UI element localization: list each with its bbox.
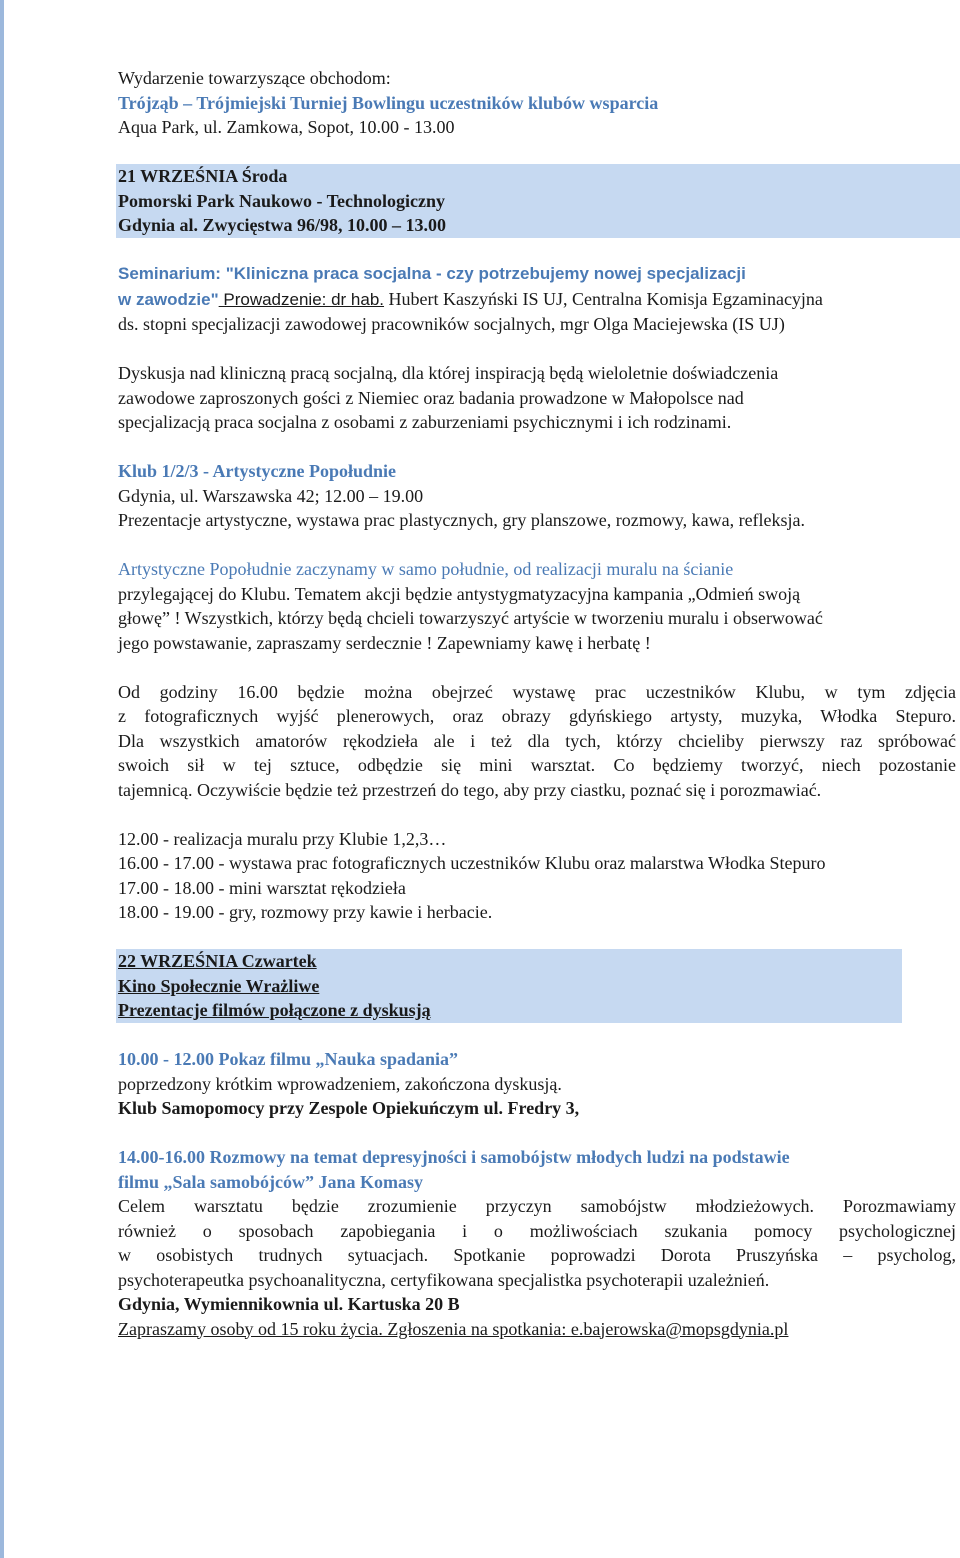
seminar-title-end: w zawodzie" [118,289,219,309]
schedule-item: 18.00 - 19.00 - gry, rozmowy przy kawie i herbacie. [118,902,493,922]
invitation-line [118,1317,956,1342]
day21-venue: Pomorski Park Naukowo - Technologiczny [118,190,446,211]
document-page [118,66,956,1341]
club-exhibition-line: z fotograficznych wyjść plenerowych, oraz obrazy gdyńskiego artysty, muzyka, Włodka Stepuro. [118,706,956,726]
seminar-lead-line [118,287,956,313]
contact-email-link[interactable]: e.bajerowska@mopsgdynia.pl [570,1318,789,1339]
day22-subtitle: Prezentacje filmów połączone z dyskusją [118,1000,431,1020]
bowling-event-title: Trójząb – Trójmiejski Turniej Bowlingu uczestników klubów wsparcia [118,92,659,113]
day22-date: 22 WRZEŚNIA Czwartek [118,951,317,971]
club-address: Gdynia, ul. Warszawska 42; 12.00 – 19.00 [118,485,424,506]
intro-line: Wydarzenie towarzyszące obchodom: [118,68,391,88]
schedule-item: 17.00 - 18.00 - mini warsztat rękodzieła [118,877,406,898]
seminar-title: Seminarium: "Kliniczna praca socjalna - czy potrzebujemy nowej specjalizacji [118,264,746,283]
discussion-line: zawodowe zaproszonych gości z Niemiec oraz badania prowadzone w Małopolsce nad [118,387,744,408]
day21-address: Gdynia al. Zwycięstwa 96/98, 10.00 – 13.00 [118,215,447,235]
film1-title: 10.00 - 12.00 Pokaz filmu „Nauka spadania” [118,1049,459,1069]
film2-description-line: w osobistych trudnych sytuacjach. Spotkanie poprowadzi Dorota Pruszyńska – psycholog, [118,1245,956,1265]
discussion-line: Dyskusja nad kliniczną pracą socjalną, dla której inspiracją będą wieloletnie doświadczenia [118,363,779,383]
film2-description-line: Celem warsztatu będzie zrozumienie przyczyn samobójstw młodzieżowych. Porozmawiamy [118,1196,956,1216]
film2-title: 14.00-16.00 Rozmowy na temat depresyjności i samobójstw młodych ludzi na podstawie [118,1147,790,1167]
film1-place: Klub Samopomocy przy Zespole Opiekuńczym ul. Fredry 3, [118,1098,580,1118]
discussion-line: specjalizacją praca socjalna z osobami z zaburzeniami psychicznymi i ich rodzinami. [118,412,732,432]
club-exhibition-line: tajemnicą. Oczywiście będzie też przestrzeń do tego, aby przy ciastku, poznać się i porozmawiać. [118,779,822,800]
day21-header [116,164,960,238]
club-paragraph-line: Artystyczne Popołudnie zaczynamy w samo południe, od realizacji muralu na ścianie [118,559,734,579]
film2-description-line: psychoterapeutka psychoanalityczna, certyfikowana specjalistka psychoterapii uzależnień. [118,1269,770,1290]
seminar-lead-name: Hubert Kaszyński IS UJ, Centralna Komisja Egzaminacyjna [384,288,823,309]
page-edge-bar [0,0,4,1558]
schedule-item: 12.00 - realizacja muralu przy Klubie 1,2,3… [118,828,447,849]
seminar-lead-rest: ds. stopni specjalizacji zawodowej pracowników socjalnych, mgr Olga Maciejewska (IS UJ) [118,314,785,334]
club-title: Klub 1/2/3 - Artystyczne Popołudnie [118,461,397,481]
film1-description: poprzedzony krótkim wprowadzeniem, zakończona dyskusją. [118,1073,562,1094]
seminar-lead-prefix: Prowadzenie: dr hab. [218,289,385,309]
bowling-event-place: Aqua Park, ul. Zamkowa, Sopot, 10.00 - 13.00 [118,117,455,137]
club-paragraph-line: głowę” ! Wszystkich, którzy będą chcieli towarzyszyć artyście w tworzeniu muralu i obserwować [118,608,823,628]
club-exhibition-line: Od godziny 16.00 będzie można obejrzeć wystawę prac uczestników Klubu, w tym zdjęcia [118,681,956,702]
club-description: Prezentacje artystyczne, wystawa prac plastycznych, gry planszowe, rozmowy, kawa, refleksja. [118,510,806,530]
film2-place: Gdynia, Wymiennikownia ul. Kartuska 20 B [118,1294,460,1314]
club-paragraph-line: przylegającej do Klubu. Tematem akcji będzie antystygmatyzacyjna kampania „Odmień swoją [118,583,801,604]
schedule-item: 16.00 - 17.00 - wystawa prac fotograficznych uczestników Klubu oraz malarstwa Włodka Stepuro [118,853,826,873]
film2-title-cont: filmu „Sala samobójców” Jana Komasy [118,1171,424,1192]
club-exhibition-line: Dla wszystkich amatorów rękodzieła ale i też dla tych, którzy chcieliby pierwszy raz spróbować [118,730,956,751]
club-paragraph-line: jego powstawanie, zapraszamy serdecznie ! Zapewniamy kawę i herbatę ! [118,632,651,653]
day22-venue: Kino Społecznie Wrażliwe [118,975,320,996]
club-exhibition-line: swoich sił w tej sztuce, odbędzie się mini warsztat. Co będziemy tworzyć, niech pozostanie [118,755,956,775]
day21-date: 21 WRZEŚNIA Środa [118,166,288,186]
film2-description-line: również o sposobach zapobiegania i o możliwościach szukania pomocy psychologicznej [118,1220,956,1241]
day22-header [116,949,902,1023]
invitation-text: Zapraszamy osoby od 15 roku życia. Zgłoszenia na spotkania: [118,1318,571,1339]
